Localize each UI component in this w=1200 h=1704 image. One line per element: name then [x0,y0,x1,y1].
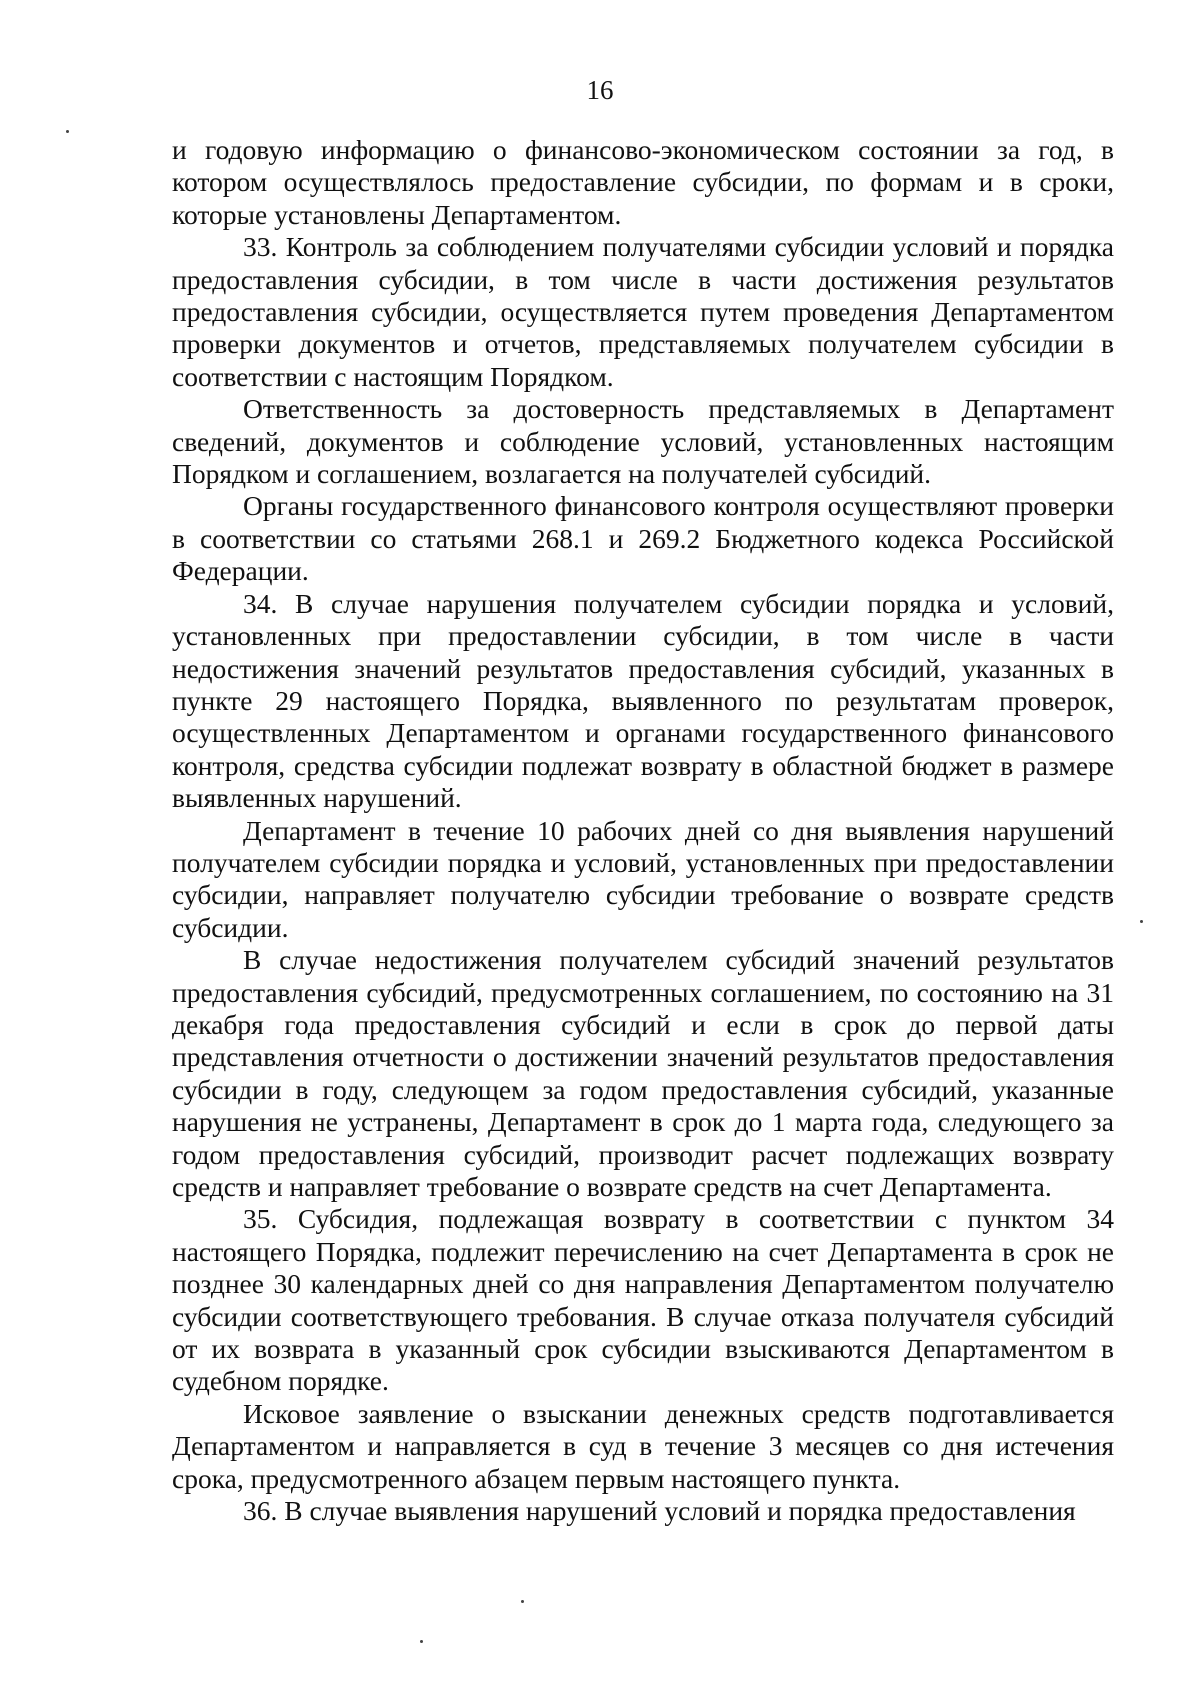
paragraph-state-control: Органы государственного финансового контроля осуществляют проверки в соответствии со статьями 268.1 и 269.2 Бюджетного кодекса Российской Федерации. [172,490,1114,587]
scan-speck [1140,920,1143,923]
paragraph-non-achievement: В случае недостижения получателем субсидий значений результатов предоставления субсидий, предусмотренных соглашением, по состоянию на 31 декабря года предоставления субсидий и если в срок до первой даты представления отчетности о достижении значений результатов предоставления субсидии в году, следующем за годом предоставления субсидий, указанные нарушения не устранены, Департамент в срок до 1 марта года, следующего за годом предоставления субсидий, производит расчет подлежащих возврату средств и направляет требование о возврате средств на счет Департамента. [172,944,1114,1202]
paragraph-item-34: 34. В случае нарушения получателем субсидии порядка и условий, установленных при предоставлении субсидии, в том числе в части недостижения значений результатов предоставления субсидий, указанных в пункте 29 настоящего Порядка, выявленного по результатам проверок, осуществленных Департаментом и органами государственного финансового контроля, средства субсидии подлежат возврату в областной бюджет в размере выявленных нарушений. [172,587,1114,814]
scan-speck [66,130,69,133]
paragraph-continuation: и годовую информацию о финансово-экономическом состоянии за год, в котором осуществлялось предоставление субсидии, по формам и в сроки, которые установлены Департаментом. [172,134,1114,230]
paragraph-item-36: 36. В случае выявления нарушений условий и порядка предоставления [243,1495,1076,1527]
paragraph-responsibility: Ответственность за достоверность представляемых в Департамент сведений, документов и соблюдение условий, установленных настоящим Порядком и соглашением, возлагается на получателей субсидий. [172,393,1114,490]
document-body [172,134,1114,1527]
paragraph-item-33: 33. Контроль за соблюдением получателями субсидии условий и порядка предоставления субсидии, в том числе в части достижения результатов предоставления субсидии, осуществляется путем проведения Департаментом проверки документов и отчетов, представляемых получателем субсидии в соответствии с настоящим Порядком. [172,231,1114,392]
paragraph-lawsuit: Исковое заявление о взыскании денежных средств подготавливается Департаментом и направляется в суд в течение 3 месяцев со дня истечения срока, предусмотренного абзацем первым настоящего пункта. [172,1397,1114,1494]
paragraph-item-35: 35. Субсидия, подлежащая возврату в соответствии с пунктом 34 настоящего Порядка, подлежит перечислению на счет Департамента в срок не позднее 30 календарных дней со дня направления Департаментом получателю субсидии соответствующего требования. В случае отказа получателя субсидий от их возврата в указанный срок субсидии взыскиваются Департаментом в судебном порядке. [172,1203,1114,1397]
scan-speck [521,1600,524,1603]
paragraph-department-deadline: Департамент в течение 10 рабочих дней со дня выявления нарушений получателем субсидии порядка и условий, установленных при предоставлении субсидии, направляет получателю субсидии требование о возврате средств субсидии. [172,814,1114,943]
page-number: 16 [586,75,614,105]
scan-speck [420,1640,423,1643]
